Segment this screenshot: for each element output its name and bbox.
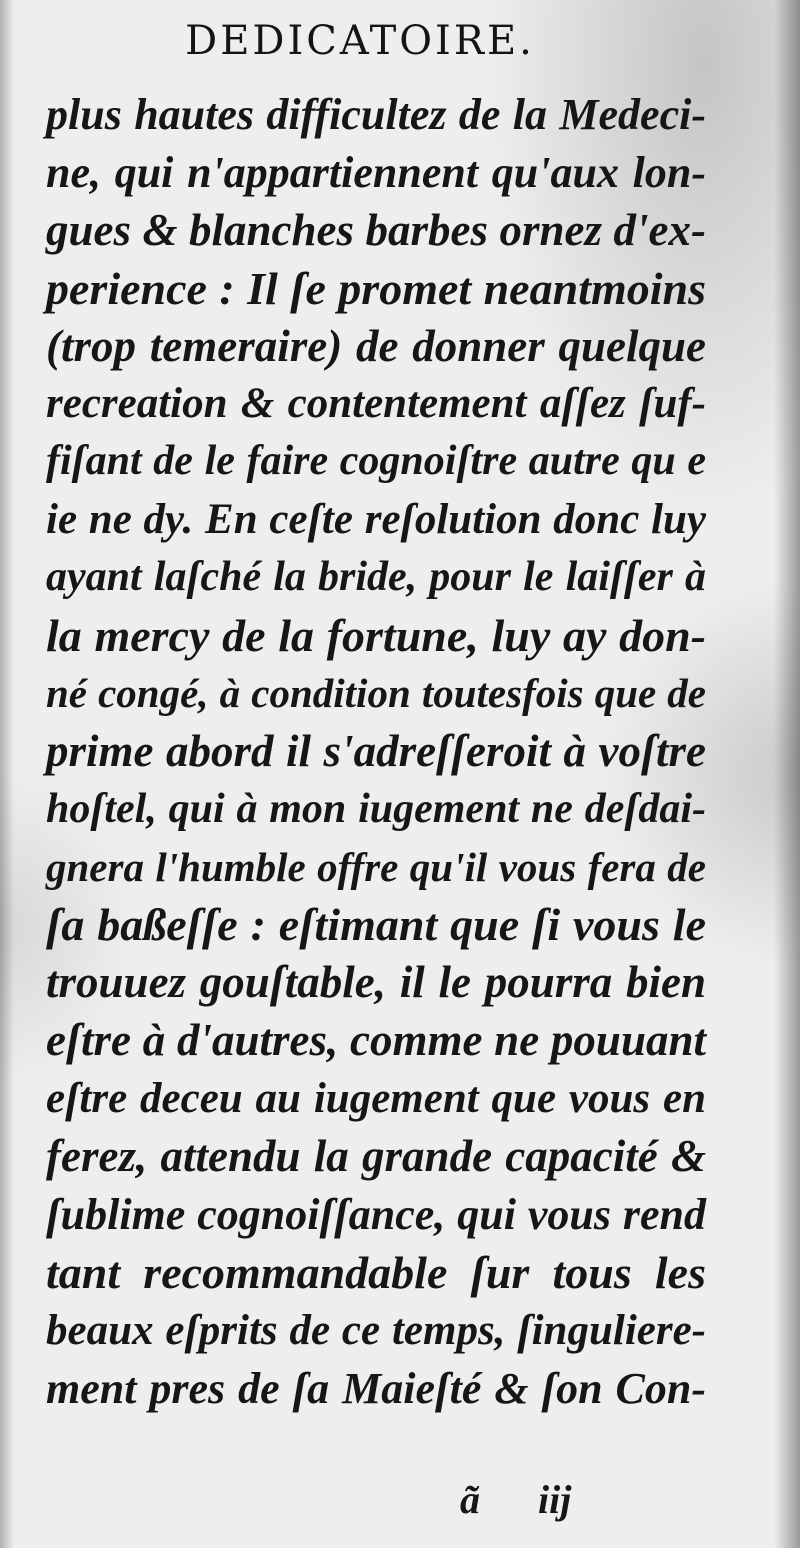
text-line: gnera l'humble offre qu'il vous fera de xyxy=(46,843,706,890)
text-line: perience : Il ſe promet neantmoins xyxy=(46,262,706,314)
text-line: gues & blanches barbes ornez d'ex- xyxy=(46,204,706,255)
text-line: ſa baßeſſe : eſtimant que ſi vous le xyxy=(46,899,706,951)
page-footer xyxy=(0,1470,800,1530)
edge-shadow xyxy=(774,0,800,1548)
text-line: ie ne dy. En ceſte reſolution donc luy xyxy=(46,496,706,544)
text-line: eſtre à d'autres, comme ne pouuant xyxy=(46,1015,706,1066)
text-line: ment pres de ſa Maieſté & ſon Con- xyxy=(46,1363,706,1413)
leaf-number: iij xyxy=(538,1477,572,1522)
text-line: plus hautes difficultez de la Medeci- xyxy=(46,90,706,139)
text-line: prime abord il s'adreſſeroit à voſtre xyxy=(46,725,706,776)
gutter-shadow xyxy=(0,0,14,1548)
text-line: trouuez gouſtable, il le pourra bien xyxy=(46,957,706,1008)
text-line: fiſant de le faire cognoiſtre autre qu e xyxy=(46,438,706,485)
text-line: (trop temeraire) de donner quelque xyxy=(46,320,706,371)
text-line: ferez, attendu la grande capacité & xyxy=(46,1131,706,1182)
text-line: la mercy de la fortune, luy ay don- xyxy=(46,610,706,662)
text-line: eſtre deceu au iugement que vous en xyxy=(46,1075,706,1123)
text-line: hoſtel, qui à mon iugement ne deſdai- xyxy=(46,785,706,832)
signature-mark: ã xyxy=(460,1477,480,1522)
text-line: ſublime cognoiſſance, qui vous rend xyxy=(46,1189,706,1239)
text-line: recreation & contentement aſſez ſuf- xyxy=(46,380,706,428)
text-line: tant recommandable ſur tous les xyxy=(46,1246,706,1298)
text-line: ayant laſché la bride, pour le laiſſer à xyxy=(46,554,706,601)
body-text xyxy=(46,86,706,1417)
text-line: né congé, à condition toutesfois que de xyxy=(46,669,706,716)
running-title: DEDICATOIRE. xyxy=(185,18,535,64)
text-line: ne, qui n'appartiennent qu'aux lon- xyxy=(46,147,706,197)
text-line: beaux eſprits de ce temps, ſinguliere- xyxy=(46,1306,706,1354)
